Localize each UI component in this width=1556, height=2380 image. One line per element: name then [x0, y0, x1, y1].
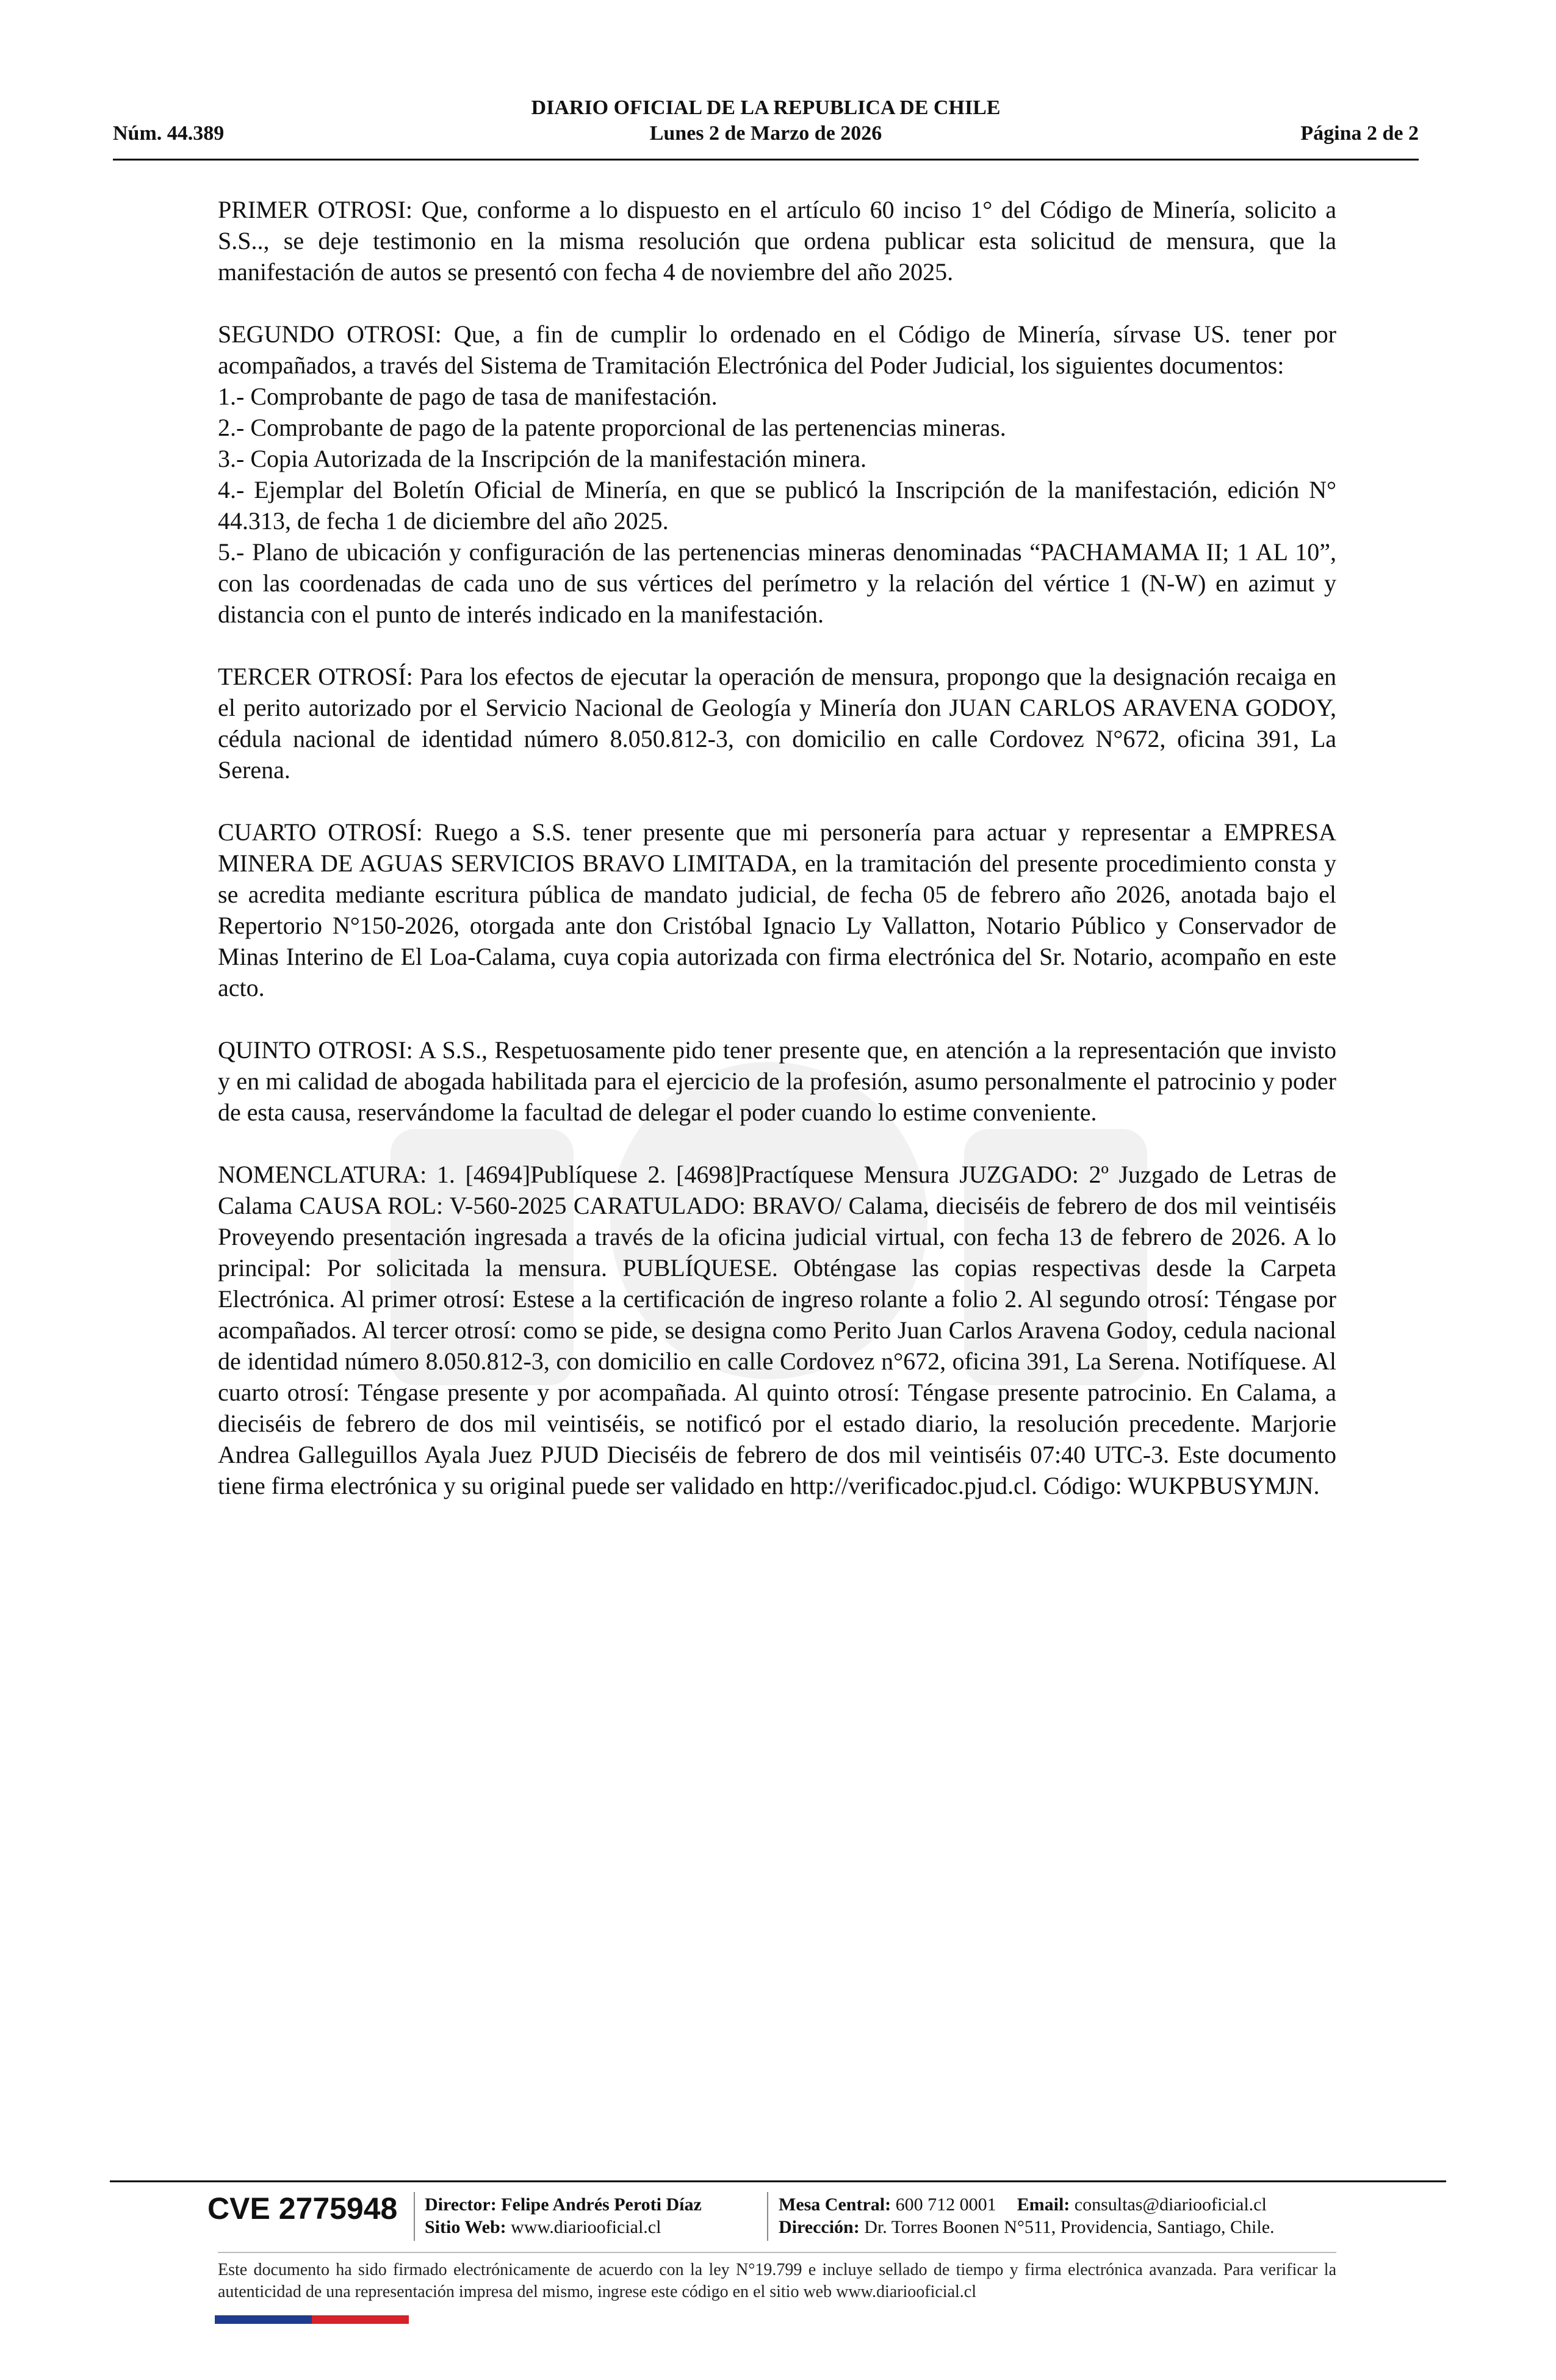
issue-date: Lunes 2 de Marzo de 2026	[649, 122, 882, 145]
list-item: 3.- Copia Autorizada de la Inscripción de la manifestación minera.	[218, 445, 866, 472]
paragraph-cuarto-otrosi	[218, 817, 1336, 1003]
list-item: 5.- Plano de ubicación y configuración de las pertenencias mineras denominadas “PACHAMAMA II; 1 AL 10”, con las coordenadas de cada uno de sus vértices del perímetro y la relación del vértice 1 (N-W) en azimut y distancia con el punto de interés indicado en la manifestación.	[218, 538, 1336, 628]
footer-separator	[414, 2192, 415, 2241]
director-label: Director:	[425, 2194, 497, 2215]
flag-stripe	[215, 2315, 409, 2324]
mesa-label: Mesa Central:	[779, 2194, 891, 2215]
flag-red-segment	[312, 2315, 409, 2324]
footer-separator	[767, 2192, 768, 2241]
flag-blue-segment	[215, 2315, 312, 2324]
paragraph-text: NOMENCLATURA: 1. [4694]Publíquese 2. [4698]Practíquese Mensura JUZGADO: 2º Juzgado de Letras de Calama CAUSA ROL: V-560-2025 CARATULADO: BRAVO/ Calama, dieciséis de febrero de dos mil veintiséis Proveyendo presentación ingresada a través de la oficina judicial virtual, con fecha 13 de febrero de 2026. A lo principal: Por solicitada la mensura. PUBLÍQUESE. Obténgase las copias respectivas desde la Carpeta Electrónica. Al primer otrosí: Estese a la certificación de ingreso rolante a folio 2. Al segundo otrosí: Téngase por acompañados. Al tercer otrosí: como se pide, se designa como Perito Juan Carlos Aravena Godoy, cedula nacional de identidad número 8.050.812-3, con domicilio en calle Cordovez n°672, oficina 391, La Serena. Notifíquese. Al cuarto otrosí: Téngase presente y por acompañada. Al quinto otrosí: Téngase presente patrocinio. En Calama, a dieciséis de febrero de dos mil veintiséis, se notificó por el estado diario, la resolución precedente. Marjorie Andrea Galleguillos Ayala Juez PJUD Dieciséis de febrero de dos mil veintiséis 07:40 UTC-3. Este documento tiene firma electrónica y su original puede ser validado en http://verificadoc.pjud.cl. Código: WUKPBUSYMJN.	[218, 1161, 1336, 1499]
website-link[interactable]: www.diariooficial.cl	[511, 2217, 661, 2237]
footer-director-block	[425, 2193, 702, 2238]
legal-notice: Este documento ha sido firmado electrónicamente de acuerdo con la ley N°19.799 e incluye sellado de tiempo y firma electrónica avanzada. Para verificar la autenticidad de una representación impresa del mismo, ingrese este código en el sitio web www.diariooficial.cl	[218, 2260, 1336, 2301]
paragraph-text: SEGUNDO OTROSI: Que, a fin de cumplir lo ordenado en el Código de Minería, sírvase US. tener por acompañados, a través del Sistema de Tramitación Electrónica del Poder Judicial, los siguientes documentos:	[218, 320, 1336, 379]
issue-number: Núm. 44.389	[113, 122, 225, 145]
email-label: Email:	[1017, 2194, 1070, 2215]
address-value: Dr. Torres Boonen N°511, Providencia, Santiago, Chile.	[864, 2217, 1275, 2237]
footer-contact-block	[779, 2193, 1275, 2238]
address-label: Dirección:	[779, 2217, 860, 2237]
paragraph-text: CUARTO OTROSÍ: Ruego a S.S. tener presente que mi personería para actuar y representar a EMPRESA MINERA DE AGUAS SERVICIOS BRAVO LIMITADA, en la tramitación del presente procedimiento consta y se acredita mediante escritura pública de mandato judicial, de fecha 05 de febrero año 2026, anotada bajo el Repertorio N°150-2026, otorgada ante don Cristóbal Ignacio Ly Vallatton, Notario Público y Conservador de Minas Interino de El Loa-Calama, cuya copia autorizada con firma electrónica del Sr. Notario, acompaño en este acto.	[218, 818, 1336, 1001]
paragraph-quinto-otrosi	[218, 1034, 1336, 1128]
publication-title: DIARIO OFICIAL DE LA REPUBLICA DE CHILE	[531, 96, 1001, 119]
list-item: 1.- Comprobante de pago de tasa de manifestación.	[218, 383, 718, 410]
paragraph-text: QUINTO OTROSI: A S.S., Respetuosamente pido tener presente que, en atención a la representación que invisto y en mi calidad de abogada habilitada para el ejercicio de la profesión, asumo personalmente el patrocinio y poder de esta causa, reservándome la facultad de delegar el poder cuando lo estime conveniente.	[218, 1036, 1336, 1126]
paragraph-primer-otrosi	[218, 194, 1336, 287]
mesa-phone: 600 712 0001	[895, 2194, 996, 2215]
document-body	[218, 194, 1336, 1532]
cve-code: CVE 2775948	[207, 2191, 398, 2226]
paragraph-segundo-otrosi	[218, 319, 1336, 630]
footer-divider-thin	[218, 2252, 1336, 2253]
paragraph-tercer-otrosi	[218, 661, 1336, 785]
footer-divider	[110, 2180, 1446, 2182]
director-name: Felipe Andrés Peroti Díaz	[501, 2194, 702, 2215]
paragraph-text: PRIMER OTROSI: Que, conforme a lo dispuesto en el artículo 60 inciso 1° del Código de Minería, solicito a S.S.., se deje testimonio en la misma resolución que ordena publicar esta solicitud de mensura, que la manifestación de autos se presentó con fecha 4 de noviembre del año 2025.	[218, 196, 1336, 286]
list-item: 4.- Ejemplar del Boletín Oficial de Minería, en que se publicó la Inscripción de la manifestación, edición N° 44.313, de fecha 1 de diciembre del año 2025.	[218, 476, 1336, 535]
paragraph-nomenclatura	[218, 1159, 1336, 1501]
list-item: 2.- Comprobante de pago de la patente proporcional de las pertenencias mineras.	[218, 414, 1006, 441]
page-header	[113, 96, 1419, 160]
website-label: Sitio Web:	[425, 2217, 506, 2237]
email-link[interactable]: consultas@diariooficial.cl	[1074, 2194, 1267, 2215]
paragraph-text: TERCER OTROSÍ: Para los efectos de ejecutar la operación de mensura, propongo que la designación recaiga en el perito autorizado por el Servicio Nacional de Geología y Minería don JUAN CARLOS ARAVENA GODOY, cédula nacional de identidad número 8.050.812-3, con domicilio en calle Cordovez N°672, oficina 391, La Serena.	[218, 663, 1336, 784]
page-indicator: Página 2 de 2	[1300, 122, 1419, 145]
